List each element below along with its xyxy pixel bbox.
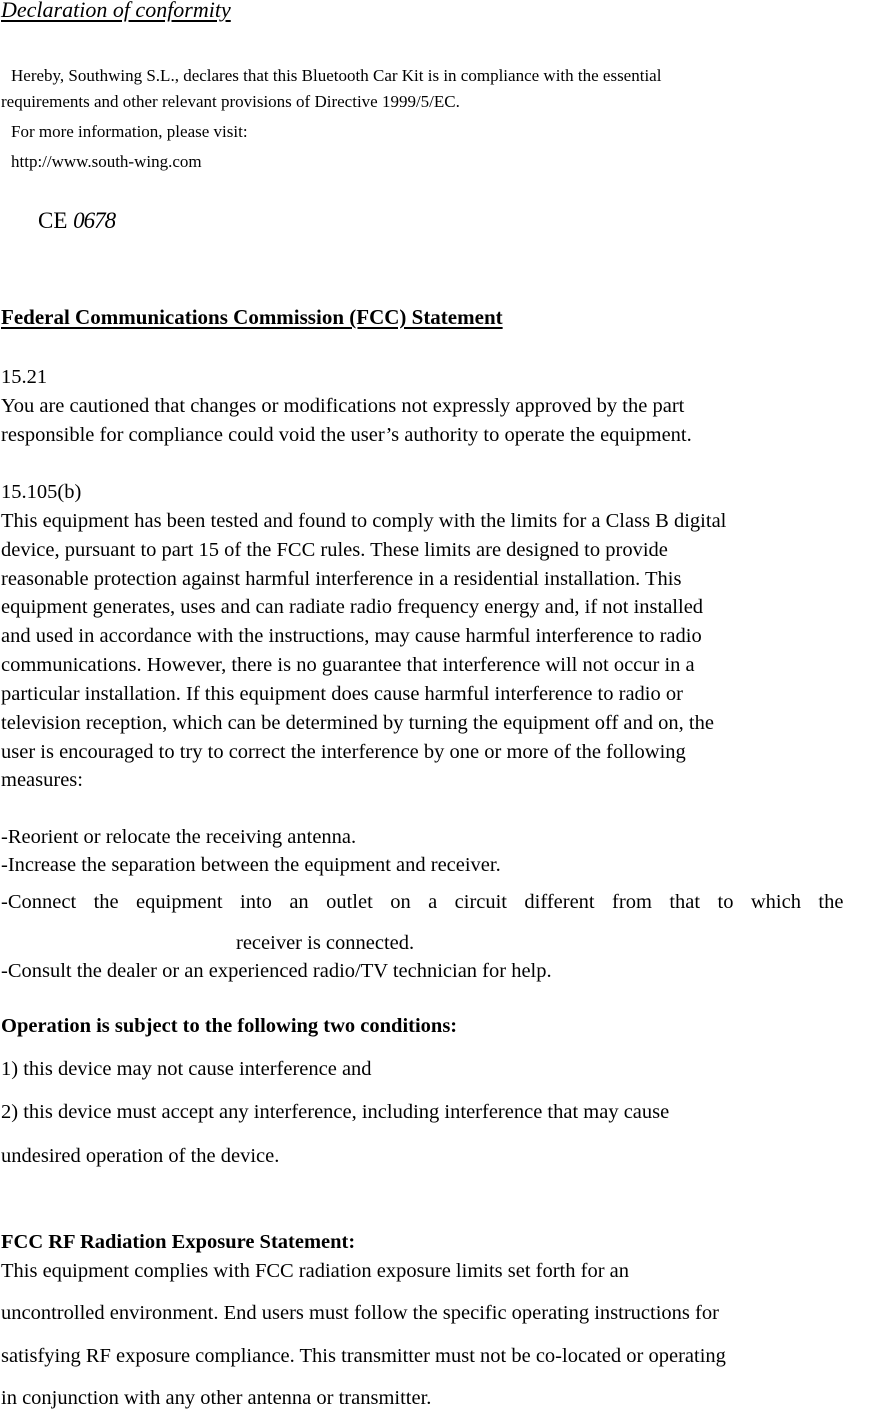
declaration-more-info: For more information, please visit: (11, 122, 248, 141)
condition-1: 1) this device may not cause interference and (1, 1058, 372, 1080)
section-15-105b-line-8: television reception, which can be determined by turning the equipment off and on, the (1, 712, 714, 734)
measure-reorient: -Reorient or relocate the receiving antenna. (1, 826, 357, 848)
declaration-text-line-1: Hereby, Southwing S.L., declares that this Bluetooth Car Kit is in compliance with the essential (11, 66, 662, 85)
declaration-title: Declaration of conformity (1, 0, 231, 22)
ce-mark-logo: CE (38, 208, 68, 233)
section-15-105b-label: 15.105(b) (1, 481, 82, 503)
section-15-21-label: 15.21 (1, 366, 48, 388)
section-15-105b-line-4: equipment generates, uses and can radiate radio frequency energy and, if not installed (1, 596, 704, 618)
declaration-url: http://www.south-wing.com (11, 152, 202, 171)
section-15-105b-line-2: device, pursuant to part 15 of the FCC rules. These limits are designed to provide (1, 539, 668, 561)
conditions-title: Operation is subject to the following two conditions: (1, 1015, 458, 1037)
measure-increase-separation: -Increase the separation between the equipment and receiver. (1, 854, 501, 876)
fcc-statement-title: Federal Communications Commission (FCC) Statement (1, 305, 503, 329)
section-15-21-line-1: You are cautioned that changes or modifications not expressly approved by the part (1, 395, 685, 417)
section-15-105b-line-1: This equipment has been tested and found to comply with the limits for a Class B digital (1, 510, 727, 532)
ce-mark-line (38, 208, 115, 234)
measure-consult-dealer: -Consult the dealer or an experienced radio/TV technician for help. (1, 960, 552, 982)
section-15-105b-line-10: measures: (1, 769, 83, 791)
section-15-105b-line-5: and used in accordance with the instructions, may cause harmful interference to radio (1, 625, 702, 647)
section-15-105b-line-6: communications. However, there is no guarantee that interference will not occur in a (1, 654, 695, 676)
condition-2-cont: undesired operation of the device. (1, 1145, 280, 1167)
rf-exposure-line-1: This equipment complies with FCC radiation exposure limits set forth for an (1, 1260, 630, 1282)
measure-connect-outlet-cont: receiver is connected. (236, 932, 415, 954)
section-15-105b-line-9: user is encouraged to try to correct the interference by one or more of the following (1, 741, 686, 763)
rf-exposure-line-4: in conjunction with any other antenna or transmitter. (1, 1387, 432, 1409)
measure-connect-outlet: -Connect the equipment into an outlet on a circuit different from that to which the (1, 891, 844, 913)
rf-exposure-line-3: satisfying RF exposure compliance. This transmitter must not be co-located or operating (1, 1345, 726, 1367)
section-15-105b-line-7: particular installation. If this equipment does cause harmful interference to radio or (1, 683, 683, 705)
section-15-105b-line-3: reasonable protection against harmful interference in a residential installation. This (1, 568, 682, 590)
section-15-21-line-2: responsible for compliance could void the user’s authority to operate the equipment. (1, 424, 692, 446)
rf-exposure-title: FCC RF Radiation Exposure Statement: (1, 1231, 356, 1253)
condition-2: 2) this device must accept any interference, including interference that may cause (1, 1101, 670, 1123)
ce-notified-body-number: 0678 (73, 208, 116, 233)
rf-exposure-line-2: uncontrolled environment. End users must follow the specific operating instructions for (1, 1302, 719, 1324)
declaration-text-line-2: requirements and other relevant provisions of Directive 1999/5/EC. (1, 92, 460, 111)
